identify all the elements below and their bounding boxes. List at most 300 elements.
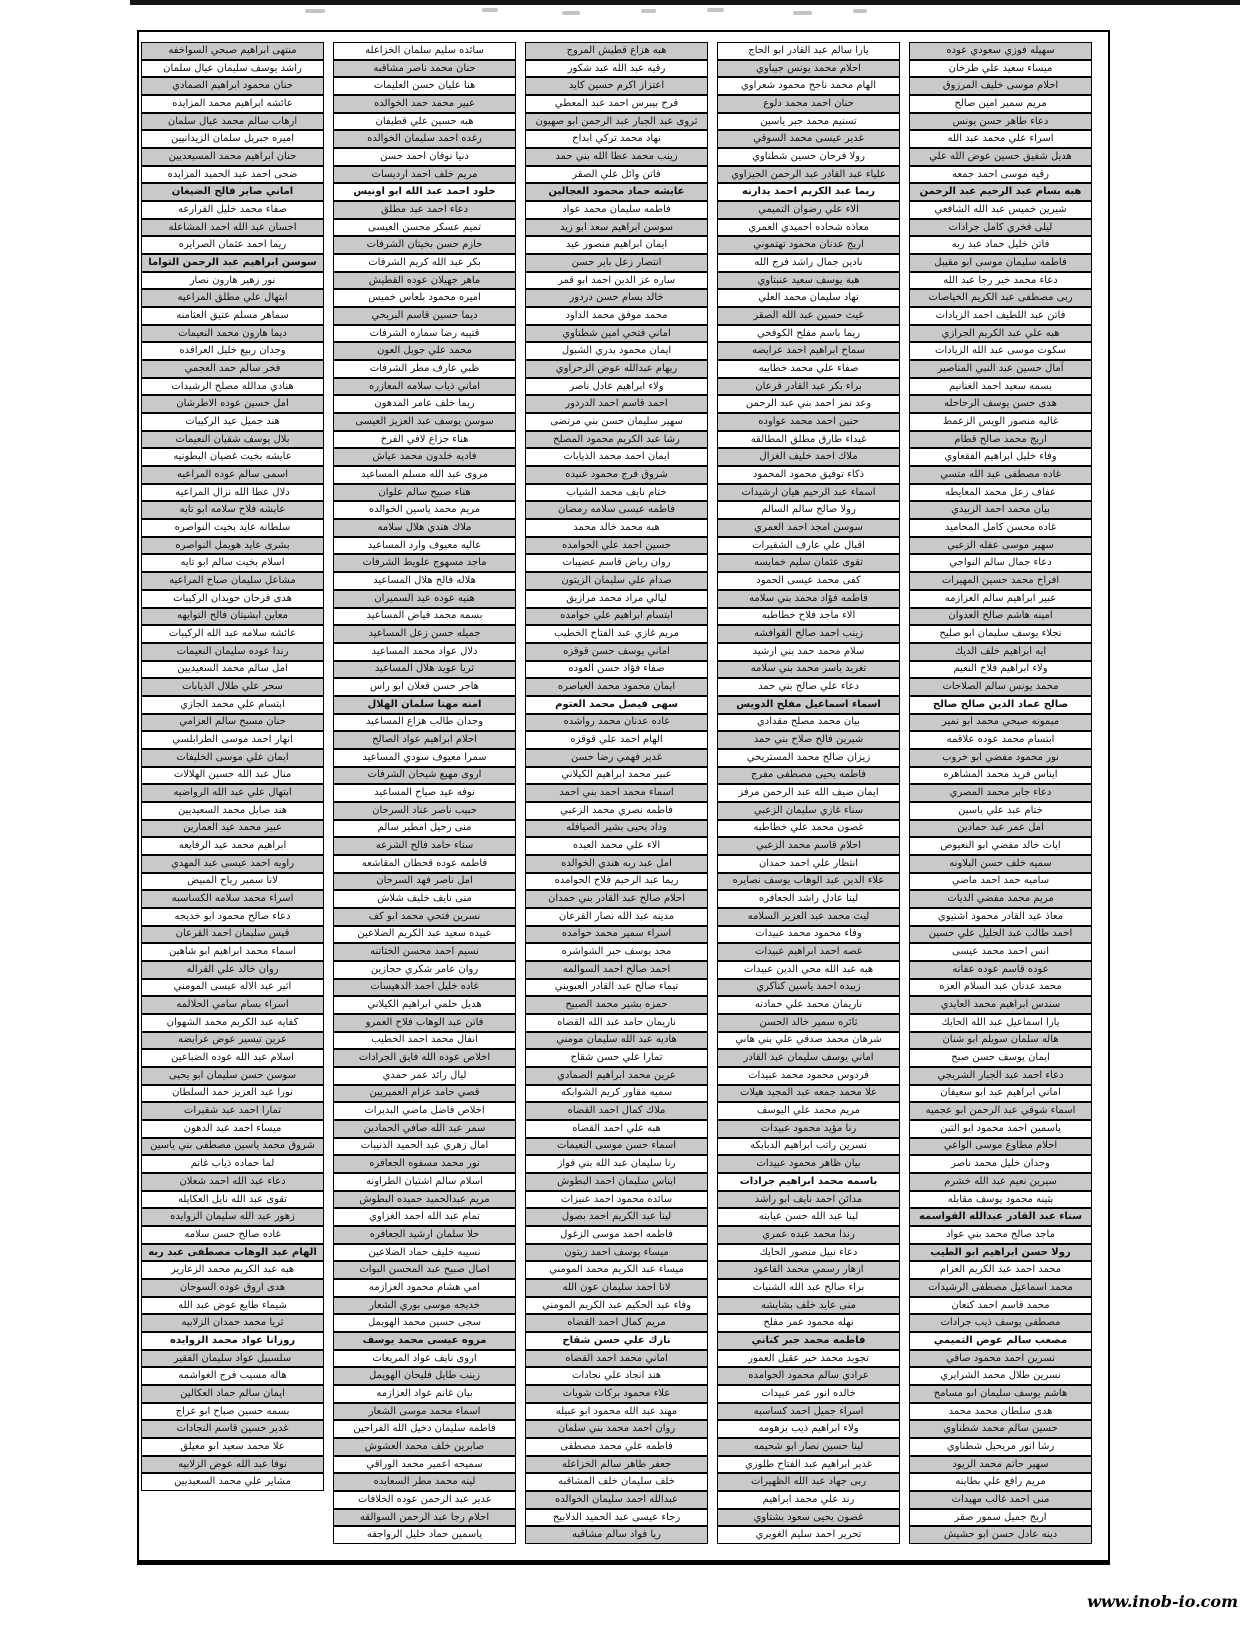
name-cell: ناريمان محمد علي حمادنه [717,996,900,1014]
name-cell: روان خالد علي القراله [141,961,324,979]
scan-artifact-smudge [305,9,325,13]
name-cell: سميحه اعمير محمد الوراقي [333,1456,516,1474]
name-cell: احمد صالح احمد السوالمه [525,961,708,979]
names-column-col-2 [333,42,516,1544]
name-cell: امل ناصر فهد السرحان [333,873,516,891]
name-cell: امينه هاشم صالح العدوان [909,608,1092,626]
name-cell: هنادي مدالله مصلح الرشيدات [141,378,324,396]
name-cell: مشاير علي محمد السعيديين [141,1473,324,1491]
name-cell: اخلاص عوده الله فايق الجرادات [333,1049,516,1067]
name-cell: فاطمه عيسى سلامه رمضان [525,501,708,519]
name-cell: لينا عبد الله حسن عيابنه [717,1208,900,1226]
name-cell: لما حماده ذياب غانم [141,1155,324,1173]
name-cell: ثروى عبد الجبار عبد الرحمن ابو صهيون [525,113,708,131]
name-cell: مروه عيسى محمد يوسف [333,1332,516,1350]
name-cell: وفاء خليل ابراهيم الفقعاوي [909,448,1092,466]
name-cell: نهله محمود عمر مفلح [717,1314,900,1332]
name-cell: اسماء محمد احمد بني احمد [525,784,708,802]
name-cell: انتظار علي احمد حمدان [717,855,900,873]
name-cell: اميره جبريل سلمان الزيدانيين [141,130,324,148]
name-cell: زينب احمد صالح القوافشه [717,625,900,643]
name-cell: اسراء سمير محمد حوامده [525,926,708,944]
name-cell: غاليه منصور الويس الزعمط [909,413,1092,431]
name-cell: اريج عدنان محمود تهتموني [717,236,900,254]
name-cell: ربى جهاد عبد الله الظهيرات [717,1473,900,1491]
scan-artifact-smudge [482,8,498,12]
name-cell: نسيبه خليف حماد الضلاعين [333,1244,516,1262]
name-cell: احلام محمد يونس جيباوي [717,60,900,78]
name-cell: امي هشام محمود العزازمه [333,1279,516,1297]
name-cell: اسماء محمد موسى الشعار [333,1403,516,1421]
name-cell: نهاد سليمان محمد العلي [717,289,900,307]
name-cell: ابتسام ابراهيم علي حوامده [525,608,708,626]
name-cell: روان عامر شكري حجازين [333,961,516,979]
name-cell: اثير عبد الاله عيسى المومني [141,979,324,997]
name-cell: فاطمه سليمان موسى ابو مقيبل [909,254,1092,272]
name-cell: فاطمه محمد جبر كناني [717,1332,900,1350]
name-cell: ايمان سالم حماد العكالين [141,1385,324,1403]
name-cell: انفال محمد احمد الخطيب [333,1032,516,1050]
name-cell: اقبال علي عارف الشقيرات [717,537,900,555]
name-cell: زبيده احمد ياسين كناكري [717,979,900,997]
name-cell: فاطمه سليمان دخيل الله الفراحين [333,1420,516,1438]
name-cell: ظبي عارف مطر الشرفات [333,360,516,378]
name-cell: هبه بسام عبد الرحيم عبد الرحمن [909,183,1092,201]
name-cell: فاتن عبد الوهاب فلاح العمرو [333,1014,516,1032]
name-cell: هبه عبد الله محي الدين عبيدات [717,961,900,979]
name-cell: زينب محمد عطا الله بني حمد [525,148,708,166]
name-cell: احسان عبد الله احمد المشاعله [141,219,324,237]
name-cell: اماني ابراهيم عبد ابو سعيفان [909,1085,1092,1103]
name-cell: مريم محمد علي اليوسف [717,1102,900,1120]
name-cell: حلا سلمان ارشيد الجعافره [333,1226,516,1244]
name-cell: نورا عبد العزيز حمد السلطان [141,1085,324,1103]
name-cell: ابراهيم محمد عيد الرفايعه [141,837,324,855]
name-cell: اسلام عبد الله عوده الضباعين [141,1049,324,1067]
name-cell: اسلام بخيت سالم ابو تايه [141,554,324,572]
name-cell: هبه علي عبد الكريم الجرازي [909,325,1092,343]
name-cell: حمزه بشير محمد الصبيح [525,996,708,1014]
name-cell: ميساء يوسف احمد زيتون [525,1244,708,1262]
name-cell: سحر علي طلال الذيابات [141,678,324,696]
name-cell: معاين ابشيتان فالح التوايهه [141,608,324,626]
name-cell: امال زهري عبد الحميد الذنيبات [333,1138,516,1156]
name-cell: جميله حسن زعل المساعيد [333,625,516,643]
name-cell: يارا اسماعيل عبد الله الحايك [909,1014,1092,1032]
name-cell: فاتن وائل علي الصقر [525,166,708,184]
name-cell: اروى مهيع شيحان الشرفات [333,767,516,785]
name-cell: فاتن عبد اللطيف احمد الزيادات [909,307,1092,325]
name-cell: شروق فرج محمود عنيده [525,466,708,484]
name-cell: رقيه موسى احمد جمعه [909,166,1092,184]
name-cell: ريما خلف عامر المدهون [333,395,516,413]
name-cell: عفاف زعل محمد المعايطه [909,484,1092,502]
name-cell: تقوى عبد الله نايل العكايله [141,1191,324,1209]
name-cell: فاتن خليل حماد عبد ربه [909,236,1092,254]
name-cell: لينه محمد مطر السعايده [333,1473,516,1491]
name-cell: ملاك كمال احمد القضاه [525,1102,708,1120]
name-cell: هاشم يوسف سليمان ابو مسامح [909,1385,1092,1403]
name-cell: صفاء محمد خليل القرارعه [141,201,324,219]
name-cell: ريا فواد سالم مشاقبه [525,1526,708,1544]
name-cell: الهام احمد علي قوقزه [525,731,708,749]
name-cell: ايه ابراهيم خلف الديك [909,643,1092,661]
name-cell: منى رحيل امطير سالم [333,820,516,838]
name-cell: هديل شفيق حسين عوض الله علي [909,148,1092,166]
name-cell: ولاء ابراهيم عادل ناصر [525,378,708,396]
name-cell: عرين محمد ابراهيم الصمادي [525,1067,708,1085]
name-cell: بلال يوسف شقيان النعيمات [141,431,324,449]
name-cell: شيرين خميس عبد الله الشافعي [909,201,1092,219]
name-cell: ميمونه صبحي محمد ابو نمير [909,714,1092,732]
name-cell: مريم رافع علي بطاينه [909,1473,1092,1491]
name-cell: معاذ عبد القادر محمود اشتيوي [909,908,1092,926]
name-cell: مريم سمير امين صالح [909,95,1092,113]
name-cell: سمر عبد الله صافي الحمادين [333,1120,516,1138]
name-cell: سائده سليم سلمان الخزاعله [333,42,516,60]
name-cell: هناء صبيح سالم علوان [333,484,516,502]
name-cell: هند جميل عيد الركيبات [141,413,324,431]
name-cell: تميم عسكر محسن العيسى [333,219,516,237]
name-cell: راشد يوسف سليمان عيال سلمان [141,60,324,78]
name-cell: غاده خليل احمد الدهيسات [333,979,516,997]
name-cell: حازم حسن بخيتان الشرفات [333,236,516,254]
name-cell: نسرين فتحي محمد ابو كف [333,908,516,926]
name-cell: عبير محمد ابراهيم الكيلاني [525,767,708,785]
name-cell: دلال عطا الله نزال المراعيه [141,484,324,502]
name-cell: لانا احمد سليمان عون الله [525,1279,708,1297]
name-cell: شيماء طايع عوض عبد الله [141,1297,324,1315]
name-cell: سهير سليمان حسن بني مرتضى [525,413,708,431]
name-cell: اسماء اسماعيل مفلح الدويس [717,696,900,714]
name-cell: عبير محمد عيد العمارين [141,820,324,838]
name-cell: ختام عبد علي ياسين [909,802,1092,820]
name-cell: دعاء جابر محمد المصري [909,784,1092,802]
name-cell: اسماء حسن موسى النعيمات [525,1138,708,1156]
names-column-col-1 [141,42,324,1544]
name-cell: محمد علي جويل العون [333,342,516,360]
name-cell: ياسمين حماد خليل الرواجفه [333,1526,516,1544]
name-cell: شروق محمد ياسين مصطفى بني ياسين [141,1138,324,1156]
name-cell: اريج محمد صالح قطام [909,431,1092,449]
name-cell: تمام عبد الله احمد الغزاوي [333,1208,516,1226]
name-cell: مصطفى يوسف ذيب جرادات [909,1314,1092,1332]
name-cell: ذكاء توفيق محمود المحمود [717,466,900,484]
name-cell: هدى اروق عوده السوحان [141,1279,324,1297]
name-cell: اخلاص فاضل ماضي البديرات [333,1102,516,1120]
name-cell: حسين سالم محمد شطناوي [909,1420,1092,1438]
name-cell: احلام ابراهيم عواد الصالح [333,731,516,749]
name-cell: احلام موسى خليف المرزوق [909,77,1092,95]
name-cell: ايناس فريد محمد المشاهره [909,767,1092,785]
name-cell: قتيبه رضا سماره الشرفات [333,325,516,343]
name-cell: محمد عدنان عبد السلام العزه [909,979,1092,997]
name-cell: منتهى ابراهيم صبحي السواخفه [141,42,324,60]
name-cell: ماجد مسهوج علويط الشرفات [333,554,516,572]
name-cell: عايشه حماد محمود العجالين [525,183,708,201]
name-cell: ناريمان حامد عبد الله القضاه [525,1014,708,1032]
name-cell: زينب طايل فليحان الهويمل [333,1367,516,1385]
name-cell: اروى نايف عواد المريعات [333,1350,516,1368]
name-cell: دعاء نبيل منصور الحايك [717,1244,900,1262]
name-cell: اصال صبيح عبد المحسن البوات [333,1261,516,1279]
name-cell: فرح بيبرس احمد عبد المعطي [525,95,708,113]
name-cell: تيماء صالح عبد القادر العبويني [525,979,708,997]
name-cell: راويه احمد عيسى عبد المهدي [141,855,324,873]
name-cell: عوده قاسم عوده عفانه [909,961,1092,979]
name-cell: سلطانه عايد بخيت النواصره [141,519,324,537]
name-cell: صفاء علي محمد خطايبه [717,360,900,378]
name-cell: دعاء محمد خير رجا عبد الله [909,272,1092,290]
name-cell: عاليه معيوف وارد المساعيد [333,537,516,555]
scan-artifact-smudge [853,9,867,13]
name-cell: لينا عادل راشد الجعافره [717,890,900,908]
name-cell: ليال رائد عمر حمدي [333,1067,516,1085]
name-cell: نجلاء يوسف سليمان ابو صليح [909,625,1092,643]
name-cell: فاطمه يحيى مصطفى مفرج [717,767,900,785]
name-cell: وجدان خليل محمد ناصر [909,1155,1092,1173]
name-cell: غدير عيسى محمد السوقي [717,130,900,148]
name-cell: باسمه محمد ابراهيم جرادات [717,1173,900,1191]
name-cell: آمال حسين عبد النبي المناصير [909,360,1092,378]
name-cell: دعاء عبد الله احمد شعلان [141,1173,324,1191]
name-cell: ميساء سعيد علي طرخان [909,60,1092,78]
name-cell: دعاء جمال سالم النواجي [909,554,1092,572]
name-cell: نهاد محمد تركي ابداح [525,130,708,148]
name-cell: تمارا علي حسن شقاح [525,1049,708,1067]
name-cell: سيرين نعيم عبد الله خشرم [909,1173,1092,1191]
columns [141,42,1092,1544]
name-cell: ايات خالد مفضي ابو النعيوص [909,837,1092,855]
name-cell: هند انجاد علي نجادات [525,1367,708,1385]
name-cell: اسراء محمد سلامه الكساسبه [141,890,324,908]
name-cell: سميه مقاور كريم الشوابكه [525,1085,708,1103]
name-cell: رولا صالح سالم السالم [717,501,900,519]
name-cell: ساره عز الدين احمد ابو قمر [525,272,708,290]
name-cell: جعفر طاهر سالم الخزاعله [525,1456,708,1474]
name-cell: مصعب سالم عوض التميمي [909,1332,1092,1350]
name-cell: احلام رجا عبد الرحمن السوالقه [333,1509,516,1527]
name-cell: ايمان ابراهيم منصور عيد [525,236,708,254]
name-cell: ميساء احمد عيد الدهون [141,1120,324,1138]
name-cell: سناء غازي سليمان الزعبي [717,802,900,820]
name-cell: هبة يوسف سعيد عنبتاوي [717,272,900,290]
name-cell: كفى محمد عيسى الحمود [717,572,900,590]
name-cell: ريما عبد الكريم احمد يدارنه [717,183,900,201]
name-cell: سناء عبد القادر عبدالله القواسمه [909,1208,1092,1226]
name-cell: نور محمد مسفوه الجعافره [333,1155,516,1173]
name-cell: رقيه عبد الله عبد شكور [525,60,708,78]
name-cell: سوسن ابراهيم سعد ابو زيد [525,219,708,237]
name-cell: علا محمد سعيد ابو معيلق [141,1438,324,1456]
name-cell: سكوت موسى عبد الله الزيادات [909,342,1092,360]
page-frame [137,30,1110,1565]
name-cell: مهند عبد الله محمود ابو عبيله [525,1403,708,1421]
name-cell: روان رياض قاسم عضيبات [525,554,708,572]
name-cell: غصه احمد ابراهيم عبيدات [717,943,900,961]
name-cell: فردوس محمود محمد عبيدات [717,1067,900,1085]
name-cell: غدير ابراهيم عبد الفتاح طلوزي [717,1456,900,1474]
name-cell: اسلام سالم اشتيان الطراونه [333,1173,516,1191]
name-cell: ايمان محمود بدري الشبول [525,342,708,360]
name-cell: اريج جميل سمور صقر [909,1509,1092,1527]
name-cell: ربى مصطفى عبد الكريم الخياصات [909,289,1092,307]
name-cell: يارا سالم عبد القادر ابو الحاج [717,42,900,60]
name-cell: فاطمه عوده قحطان المقاشعه [333,855,516,873]
scan-artifact-smudge [641,9,656,13]
name-cell: سوسن يوسف عبد العزيز العيسى [333,413,516,431]
watermark: www.inob-io.com [1087,1592,1238,1611]
name-cell: حنان مسبح سالم العزامي [141,714,324,732]
name-cell: عرين تيسير عوض عرايضه [141,1032,324,1050]
name-cell: غاده مصطفى عبد الله متسي [909,466,1092,484]
name-cell: هاله سلمان سويلم ابو شنان [909,1032,1092,1050]
name-cell: سهير حاتم محمد الزيود [909,1456,1092,1474]
name-cell: نوفه عيد صياح المساعيد [333,784,516,802]
name-cell: ابتهال علي عبد الله الرواضيه [141,784,324,802]
name-cell: رولا حسن ابراهيم ابو الطيب [909,1244,1092,1262]
name-cell: ارهاب سالم محمد عيال سلمان [141,113,324,131]
name-cell: اسراء بسام سامي الحلالمه [141,996,324,1014]
name-cell: حسين احمد علي الحوامده [525,537,708,555]
name-cell: اماني محمد احمد القضاه [525,1350,708,1368]
name-cell: غاده صالح حسن سلامه [141,1226,324,1244]
name-cell: ثريا محمد حمدان الزلابيه [141,1314,324,1332]
name-cell: دلال عواد محمد المساعيد [333,643,516,661]
name-cell: دعاء احمد عبد مطلق [333,201,516,219]
name-cell: هبه علي احمد القضاه [525,1120,708,1138]
name-cell: هبه محمد خالد محمد [525,519,708,537]
name-cell: علا محمد جمعه عبد المجيد هيلات [717,1085,900,1103]
name-cell: تحرير احمد سليم الغويري [717,1526,900,1544]
name-cell: ولاء ابراهيم ذيب برهومه [717,1420,900,1438]
name-cell: حنان احمد محمد دلوع [717,95,900,113]
name-cell: دنيا نوفان احمد حسن [333,148,516,166]
name-cell: تمارا احمد عبد شقيرات [141,1102,324,1120]
names-column-col-5 [909,42,1092,1544]
name-cell: براء بكر عبد القادر قرعان [717,378,900,396]
name-cell: لانا سمير رباح المبيض [141,873,324,891]
name-cell: ريما عبد الرحيم فلاح الحوامده [525,873,708,891]
name-cell: سناء حامد فالح الشرعه [333,837,516,855]
name-cell: الاء علي محمد العبده [525,837,708,855]
name-cell: ديما حسين قاسم البريحي [333,307,516,325]
name-cell: امل عمر عبد حمادين [909,820,1092,838]
name-cell: ابتسام علي محمد الجازي [141,696,324,714]
name-cell: مريم محمد ياسين الخوالده [333,501,516,519]
name-cell: عايشه بخيت غضيان البطونيه [141,448,324,466]
name-cell: انس احمد محمد عيسى [909,943,1092,961]
scan-artifact-smudge [793,11,812,15]
name-cell: خالد بسام حسن دردور [525,289,708,307]
name-cell: الهام عبد الوهاب مصطفى عبد ربه [141,1244,324,1262]
name-cell: بكر عبد الله كريم الشرفات [333,254,516,272]
name-cell: عرادي سالم محمود الحوامده [717,1367,900,1385]
name-cell: عبير ابراهيم سالم العزازمه [909,590,1092,608]
name-cell: دعاء علي صالح بني حمد [717,678,900,696]
name-cell: ماجد صالح محمد بني عواد [909,1226,1092,1244]
name-cell: سماهر مسلم عتيق العثامنه [141,307,324,325]
name-cell: زهور عبد الله سليمان الزوايده [141,1208,324,1226]
name-cell: براء صالح عبد الله الشنيات [717,1279,900,1297]
name-cell: ايمان ضيف الله عبد الرحمن مرفز [717,784,900,802]
name-cell: فاطمه علي محمد مصطفى [525,1438,708,1456]
name-cell: هنا عليان حسن العليمات [333,77,516,95]
name-cell: ايمان يوسف حسن صبح [909,1049,1092,1067]
name-cell: عبدالله احمد سليمان الخوالده [525,1491,708,1509]
name-cell: هبه هزاع قطيش المروج [525,42,708,60]
name-cell: محمد يونس سالم الصلاحات [909,678,1092,696]
name-cell: عبيده سعيد عبد الكريم الضلاعين [333,926,516,944]
name-cell: هنيه عوده عيد السميران [333,590,516,608]
name-cell: ابتهال علي مطلق المراعيه [141,289,324,307]
name-cell: وعد نمر احمد بني عبد الرحمن [717,395,900,413]
name-cell: محمد قاسم احمد كنعان [909,1297,1092,1315]
name-cell: مريم كمال احمد القضاه [525,1314,708,1332]
name-cell: مدائن احمد نايف ابو راشد [717,1191,900,1209]
name-cell: نسرين طلال محمد الشرايري [909,1367,1092,1385]
name-cell: هناء جزاع لافي الفرخ [333,431,516,449]
name-cell: صدام علي سليمان الزيتون [525,572,708,590]
name-cell: اسمى سالم عوده المراعيه [141,466,324,484]
name-cell: غاده محسن كامل المحاميد [909,519,1092,537]
name-cell: علاء محمود بركات شويات [525,1385,708,1403]
name-cell: وفاء عبد الحكيم عبد الكريم المومني [525,1297,708,1315]
name-cell: علياء عبد القادر عبد الرحمن الجيزاوي [717,166,900,184]
name-cell: محمد اسماعيل مصطفى الرشيدات [909,1279,1092,1297]
name-cell: افراح محمد حسين المهيرات [909,572,1092,590]
name-cell: منى عايد خلف بشايشه [717,1297,900,1315]
name-cell: حنين احمد محمد عواوده [717,413,900,431]
name-cell: بسمه محمد فياض المساعيد [333,608,516,626]
name-cell: لينا عبد الكريم احمد بصول [525,1208,708,1226]
name-cell: رولا فرحان حسين شطناوي [717,148,900,166]
name-cell: ثائره سمير خالد الحسن [717,1014,900,1032]
name-cell: سهيله فوزي سعودي عوده [909,42,1092,60]
name-cell: ولاء ابراهيم فلاح النعيم [909,661,1092,679]
name-cell: انتصار زعل باير حسن [525,254,708,272]
name-cell: مريم محمد مفضي الديات [909,890,1092,908]
name-cell: تسنيم محمد جبر ياسين [717,113,900,131]
name-cell: غدير حسين قاسم النجادات [141,1420,324,1438]
name-cell: رندا عوده سليمان النعيمات [141,643,324,661]
name-cell: مجد يوسف جبر الشواشره [525,943,708,961]
name-cell: خديجه موسى بوري الشعار [333,1297,516,1315]
name-cell: سوسن ابراهيم عبد الرحمن التواما [141,254,324,272]
name-cell: سجى حسين محمد الهويمل [333,1314,516,1332]
name-cell: نور محمود مفضي ابو خروب [909,749,1092,767]
name-cell: فاطمه احمد موسى الزغول [525,1226,708,1244]
name-cell: غيث حسين عبد الله الصقر [717,307,900,325]
name-cell: سوسن امجد احمد العمري [717,519,900,537]
name-cell: ريما احمد عثمان الصرايره [141,236,324,254]
name-cell: احلام قاسم محمد الزعبي [717,837,900,855]
name-cell: بيان ظاهر محمود عبيدات [717,1155,900,1173]
name-cell: رشا عبد الكريم محمود المصلح [525,431,708,449]
name-cell: هبه حسين علي قطيفان [333,113,516,131]
name-cell: وداد يحيى بشير الصيافله [525,820,708,838]
name-cell: رغده احمد سليمان الخوالده [333,130,516,148]
name-cell: رشا انور مريحيل شطناوي [909,1438,1092,1456]
name-cell: ايمان محمود محمد العياصره [525,678,708,696]
name-cell: ماهر جهيلان عوده القطيش [333,272,516,290]
name-cell: سوسن حسن سليمان ابو يحيى [141,1067,324,1085]
name-cell: خلف سليمان خلف المشاقبه [525,1473,708,1491]
name-cell: تجويد محمد خير عقيل العمور [717,1350,900,1368]
name-cell: سلام محمد حمد بني ارشيد [717,643,900,661]
name-cell: تغريد ياسر محمد بني سلامه [717,661,900,679]
name-cell: هاله مسيب فرج الغواشمه [141,1367,324,1385]
